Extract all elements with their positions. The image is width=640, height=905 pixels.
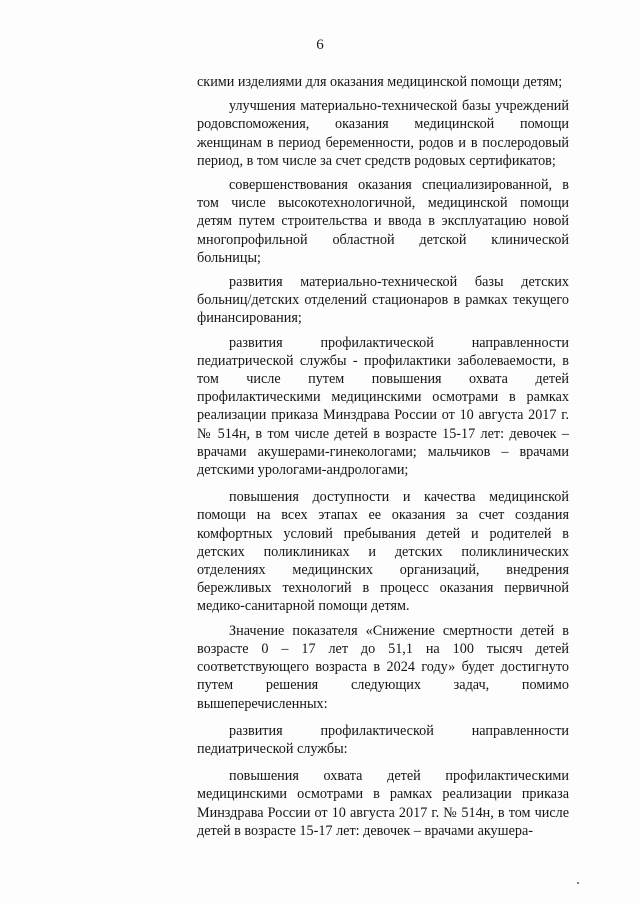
paragraph-2: улучшения материально-технической базы учреждений родовспоможения, оказания медицинской помощи женщинам в период беременности, родов и в послеродовый период, в том числе за счет средств родовых сертификатов;: [197, 98, 569, 169]
paragraph-8: развития профилактической направленности педиатрической службы:: [197, 722, 569, 757]
paragraph-6: повышения доступности и качества медицинской помощи на всех этапах ее оказания за счет создания комфортных условий пребывания детей и родителей в детских поликлиниках и детских поликлинических отделениях медицинских организаций, внедрения бережливых технологий в процесс оказания первичной медико-санитарной помощи детям.: [197, 489, 569, 615]
paragraph-7: Значение показателя «Снижение смертности детей в возрасте 0 – 17 лет до 51,1 на 100 тысяч детей соответствующего возраста в 2024 году» будет достигнуто путем решения следующих задач, помимо вышеперечисленных:: [197, 622, 569, 712]
paragraph-3: совершенствования оказания специализированной, в том числе высокотехнологичной, медицинской помощи детям путем строительства и ввода в эксплуатацию новой многопрофильной областной детской клинической больницы;: [197, 177, 569, 266]
paragraph-5: развития профилактической направленности педиатрической службы - профилактики заболеваемости, в том числе путем повышения охвата детей профилактическими медицинскими осмотрами в рамках реализации приказа Минздрава России от 10 августа 2017 г. № 514н, в том числе детей в возрасте 15-17 лет: девочек – врачами акушерами-гинекологами; мальчиков – врачами детскими урологами-андрологами;: [197, 334, 569, 479]
paragraph-4: развития материально-технической базы детских больниц/детских отделений стационаров в рамках текущего финансирования;: [197, 274, 569, 327]
paragraph-1: скими изделиями для оказания медицинской помощи детям;: [197, 74, 563, 90]
scan-artifact-dot: [577, 882, 579, 884]
paragraph-9: повышения охвата детей профилактическими медицинскими осмотрами в рамках реализации приказа Минздрава России от 10 августа 2017 г. № 514н, в том числе детей в возрасте 15-17 лет: девочек – врачами акушера-: [197, 768, 569, 839]
page-number: 6: [316, 37, 324, 53]
body-text: [197, 73, 569, 840]
